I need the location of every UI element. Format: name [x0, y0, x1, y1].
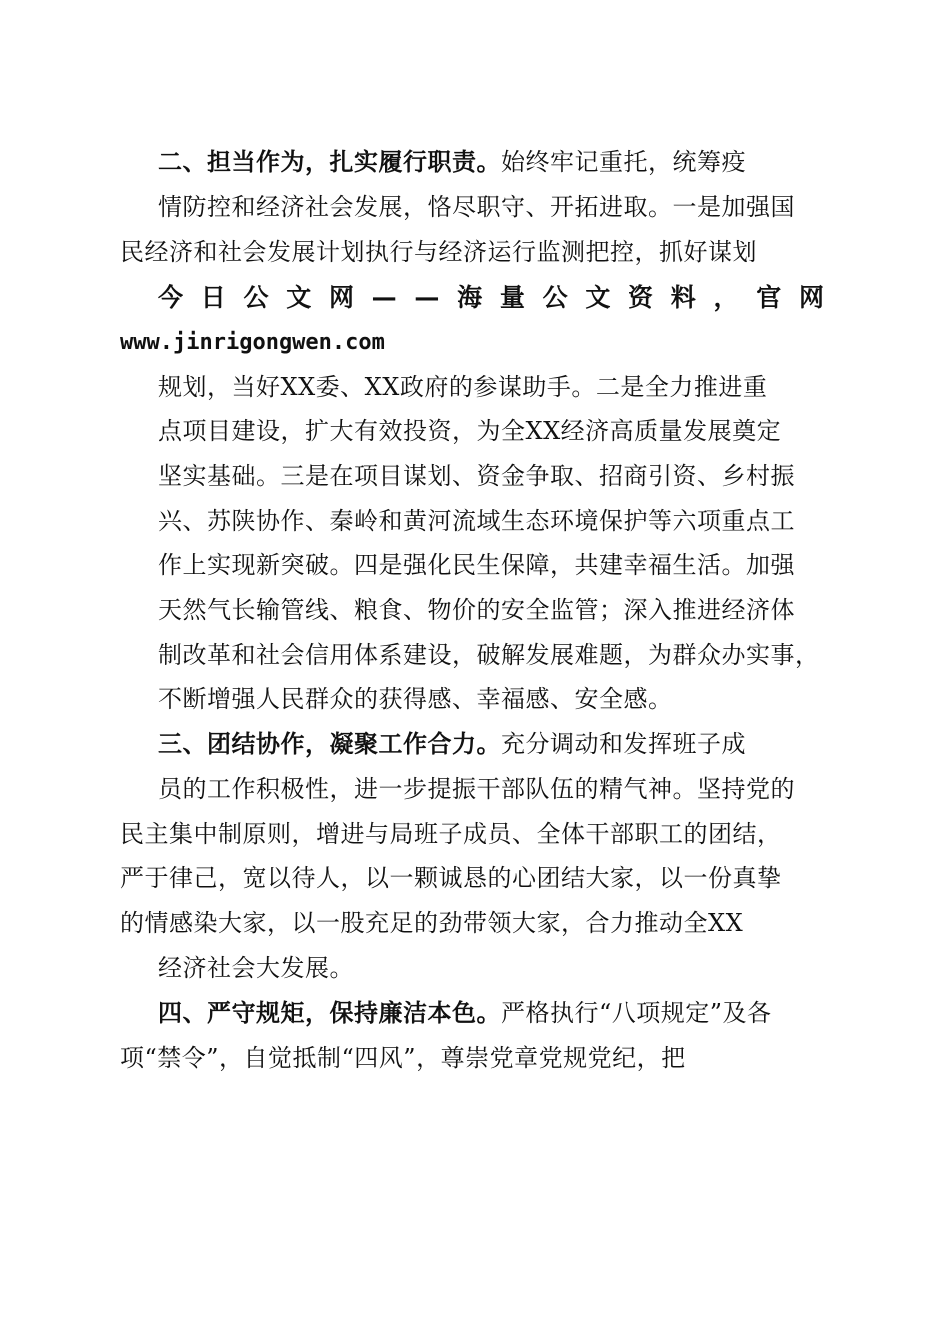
watermark-char: 日	[200, 283, 226, 312]
watermark-char: 公	[243, 283, 269, 312]
watermark-char: 公	[542, 283, 568, 312]
section-2-line-1-text: 始终牢记重托，统筹疫	[501, 148, 746, 176]
section-2b-line-4: 兴、苏陕协作、秦岭和黄河流域生态环境保护等六项重点工	[158, 507, 795, 535]
watermark-char: 资	[628, 283, 654, 312]
section-3-line-2: 员的工作积极性，进一步提振干部队伍的精气神。坚持党的	[158, 775, 795, 803]
section-3-heading: 三、团结协作，凝聚工作合力。	[158, 730, 501, 758]
section-2-line-3: 民经济和社会发展计划执行与经济运行监测把控，抓好谋划	[120, 238, 757, 266]
section-3-line-4: 严于律己，宽以待人，以一颗诚恳的心团结大家，以一份真挚	[120, 864, 782, 892]
watermark-char: 网	[798, 283, 824, 312]
section-3-line-5: 的情感染大家，以一股充足的劲带领大家，合力推动全XX	[120, 909, 744, 937]
watermark-url: www.jinrigongwen.com	[120, 330, 385, 355]
section-2-line-2: 情防控和经济社会发展，恪尽职守、开拓进取。一是加强国	[158, 193, 795, 221]
section-2-heading: 二、担当作为，扎实履行职责。	[158, 148, 501, 176]
section-2b-line-1: 规划，当好XX委、XX政府的参谋助手。二是全力推进重	[158, 373, 768, 401]
watermark-char: 今	[158, 283, 184, 312]
section-3-line-6: 经济社会大发展。	[158, 954, 354, 982]
watermark-char: —	[371, 283, 397, 312]
section-2b-line-3: 坚实基础。三是在项目谋划、资金争取、招商引资、乡村振	[158, 462, 795, 490]
watermark-char: —	[414, 283, 440, 312]
watermark-char: ，	[713, 283, 739, 312]
watermark-char: 网	[328, 283, 354, 312]
section-3-line-3: 民主集中制原则，增进与局班子成员、全体干部职工的团结，	[120, 820, 782, 848]
watermark-char: 官	[756, 283, 782, 312]
section-4-heading: 四、严守规矩，保持廉洁本色。	[158, 999, 501, 1027]
section-2b-line-8: 不断增强人民群众的获得感、幸福感、安全感。	[158, 685, 673, 713]
section-4-line-2: 项“禁令”，自觉抵制“四风”，尊崇党章党规党纪，把	[120, 1044, 686, 1072]
watermark-char: 海	[457, 283, 483, 312]
section-2b-line-2: 点项目建设，扩大有效投资，为全XX经济高质量发展奠定	[158, 417, 782, 445]
section-3-line-1-text: 充分调动和发挥班子成	[501, 730, 746, 758]
section-3-line-1	[158, 729, 746, 759]
watermark-char: 量	[499, 283, 525, 312]
section-2b-line-5: 作上实现新突破。四是强化民生保障，共建幸福生活。加强	[158, 551, 795, 579]
section-2b-line-6: 天然气长输管线、粮食、物价的安全监管；深入推进经济体	[158, 596, 795, 624]
section-4-line-1	[158, 998, 772, 1028]
watermark-char: 文	[286, 283, 312, 312]
section-2-line-1	[158, 147, 746, 177]
section-4-line-1-text: 严格执行“八项规定”及各	[501, 999, 772, 1027]
section-2b-line-7: 制改革和社会信用体系建设，破解发展难题，为群众办实事，	[158, 641, 820, 669]
watermark-banner	[158, 283, 824, 313]
watermark-char: 料	[670, 283, 696, 312]
watermark-char: 文	[585, 283, 611, 312]
